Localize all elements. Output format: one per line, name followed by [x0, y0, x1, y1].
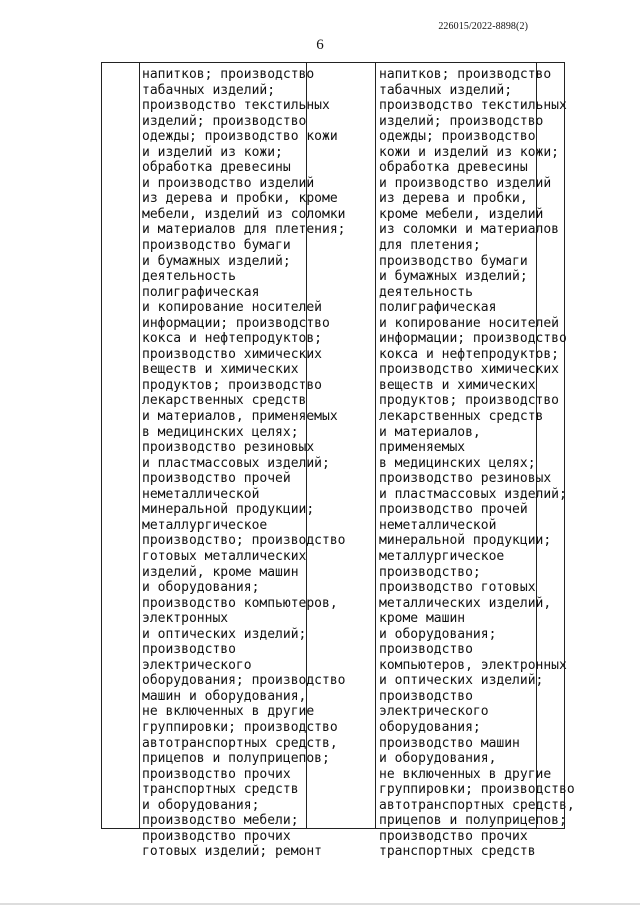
text-line: минеральной продукции;: [142, 502, 315, 518]
text-line: производство бумаги: [142, 238, 291, 254]
text-line: и оборудования;: [142, 797, 260, 813]
text-line: металлургическое: [379, 548, 505, 564]
text-line: изделий, кроме машин: [142, 564, 299, 580]
text-line: веществ и химических: [379, 377, 536, 393]
text-line: напитков; производство: [379, 67, 552, 82]
text-line: из соломки и материалов: [379, 222, 560, 238]
text-line: прицепов и полуприцепов;: [142, 751, 330, 767]
text-line: кроме мебели, изделий: [379, 206, 544, 222]
text-line: кроме машин: [379, 611, 466, 627]
text-line: и оборудования;: [379, 626, 497, 642]
text-line: электрического: [379, 704, 489, 720]
text-line: производство: [379, 688, 473, 704]
text-line: и изделий из кожи;: [142, 144, 283, 160]
text-line: и пластмассовых изделий;: [142, 455, 330, 471]
text-line: производство готовых: [379, 580, 536, 596]
text-line: и оборудования,: [379, 751, 497, 767]
text-line: продуктов; производство: [142, 377, 323, 393]
text-line: производство мебели;: [142, 813, 299, 829]
text-line: оборудования; производство: [142, 673, 346, 689]
text-line: полиграфическая: [142, 284, 260, 300]
text-line: неметаллической: [379, 517, 497, 533]
text-line: табачных изделий;: [379, 82, 513, 98]
text-line: производство прочей: [142, 471, 291, 487]
text-line: производство машин: [379, 735, 520, 751]
text-line: автотранспортных средств,: [142, 735, 338, 751]
text-line: электронных: [142, 611, 229, 627]
text-line: производство бумаги: [379, 253, 528, 269]
text-line: и оптических изделий;: [142, 626, 307, 642]
text-line: производство резиновых: [142, 440, 315, 456]
text-line: обработка древесины: [142, 160, 291, 176]
text-line: и бумажных изделий;: [379, 269, 528, 285]
text-line: производство прочих: [142, 766, 291, 782]
text-line: применяемых: [379, 440, 466, 456]
text-line: производство резиновых: [379, 471, 552, 487]
text-line: табачных изделий;: [142, 82, 276, 98]
text-line: в медицинских целях;: [142, 424, 299, 440]
text-line: веществ и химических: [142, 362, 299, 378]
text-line: не включенных в другие: [142, 704, 315, 720]
text-line: прицепов и полуприцепов;: [379, 813, 567, 829]
text-line: и бумажных изделий;: [142, 253, 291, 269]
text-line: готовых металлических: [142, 548, 307, 564]
text-line: производство прочих: [142, 828, 291, 844]
text-line: информации; производство: [142, 315, 330, 331]
text-line: производство химических: [379, 362, 560, 378]
page-number: 6: [316, 37, 324, 53]
left-text-column: [142, 67, 346, 860]
document-registration-number: 226015/2022-8898(2): [438, 21, 528, 32]
text-line: и копирование носителей: [142, 300, 323, 316]
text-line: и копирование носителей: [379, 315, 560, 331]
text-line: мебели, изделий из соломки: [142, 206, 346, 222]
text-line: из дерева и пробки,: [379, 191, 528, 207]
text-line: деятельность: [142, 269, 236, 285]
text-line: компьютеров, электронных: [379, 657, 567, 673]
text-line: информации; производство: [379, 331, 567, 347]
text-line: в медицинских целях;: [379, 455, 536, 471]
text-line: лекарственных средств: [142, 393, 307, 409]
text-line: деятельность: [379, 284, 473, 300]
text-line: и производство изделий: [379, 175, 552, 191]
text-line: и материалов для плетения;: [142, 222, 346, 238]
text-line: группировки; производство: [142, 719, 338, 735]
text-line: и оборудования;: [142, 580, 260, 596]
text-line: и материалов,: [379, 424, 481, 440]
text-line: производство; производство: [142, 533, 346, 549]
text-line: производство компьютеров,: [142, 595, 338, 611]
text-line: изделий; производство: [142, 113, 307, 129]
comparison-table: [101, 62, 575, 860]
text-line: машин и оборудования,: [142, 688, 307, 704]
text-line: готовых изделий; ремонт: [142, 844, 323, 860]
text-line: группировки; производство: [379, 782, 575, 798]
text-line: лекарственных средств: [379, 409, 544, 425]
column-divider: [375, 63, 376, 828]
text-line: производство химических: [142, 346, 323, 362]
text-line: производство прочих: [379, 828, 528, 844]
text-line: кокса и нефтепродуктов;: [379, 346, 560, 362]
text-line: производство прочей: [379, 502, 528, 518]
text-line: автотранспортных средств,: [379, 797, 575, 813]
text-line: не включенных в другие: [379, 766, 552, 782]
text-line: и производство изделий: [142, 175, 315, 191]
text-line: электрического: [142, 657, 252, 673]
text-line: неметаллической: [142, 486, 260, 502]
text-line: изделий; производство: [379, 113, 544, 129]
text-line: металлургическое: [142, 517, 268, 533]
text-line: производство текстильных: [142, 98, 330, 114]
text-line: производство текстильных: [379, 98, 567, 114]
right-text-column: [379, 67, 575, 860]
text-line: оборудования;: [379, 719, 481, 735]
text-line: из дерева и пробки, кроме: [142, 191, 338, 207]
text-line: металлических изделий,: [379, 595, 552, 611]
text-line: производство: [142, 642, 236, 658]
text-line: и пластмассовых изделий;: [379, 486, 567, 502]
text-line: одежды; производство кожи: [142, 129, 338, 145]
text-line: кокса и нефтепродуктов;: [142, 331, 323, 347]
text-line: полиграфическая: [379, 300, 497, 316]
text-line: кожи и изделий из кожи;: [379, 144, 560, 160]
text-line: напитков; производство: [142, 67, 315, 82]
text-line: одежды; производство: [379, 129, 536, 145]
text-line: производство: [379, 642, 473, 658]
text-line: для плетения;: [379, 238, 481, 254]
text-line: продуктов; производство: [379, 393, 560, 409]
text-line: и оптических изделий;: [379, 673, 544, 689]
text-line: обработка древесины: [379, 160, 528, 176]
text-line: транспортных средств: [379, 844, 536, 860]
text-line: производство;: [379, 564, 481, 580]
column-divider: [139, 63, 140, 828]
text-line: транспортных средств: [142, 782, 299, 798]
text-line: минеральной продукции;: [379, 533, 552, 549]
text-line: и материалов, применяемых: [142, 409, 338, 425]
